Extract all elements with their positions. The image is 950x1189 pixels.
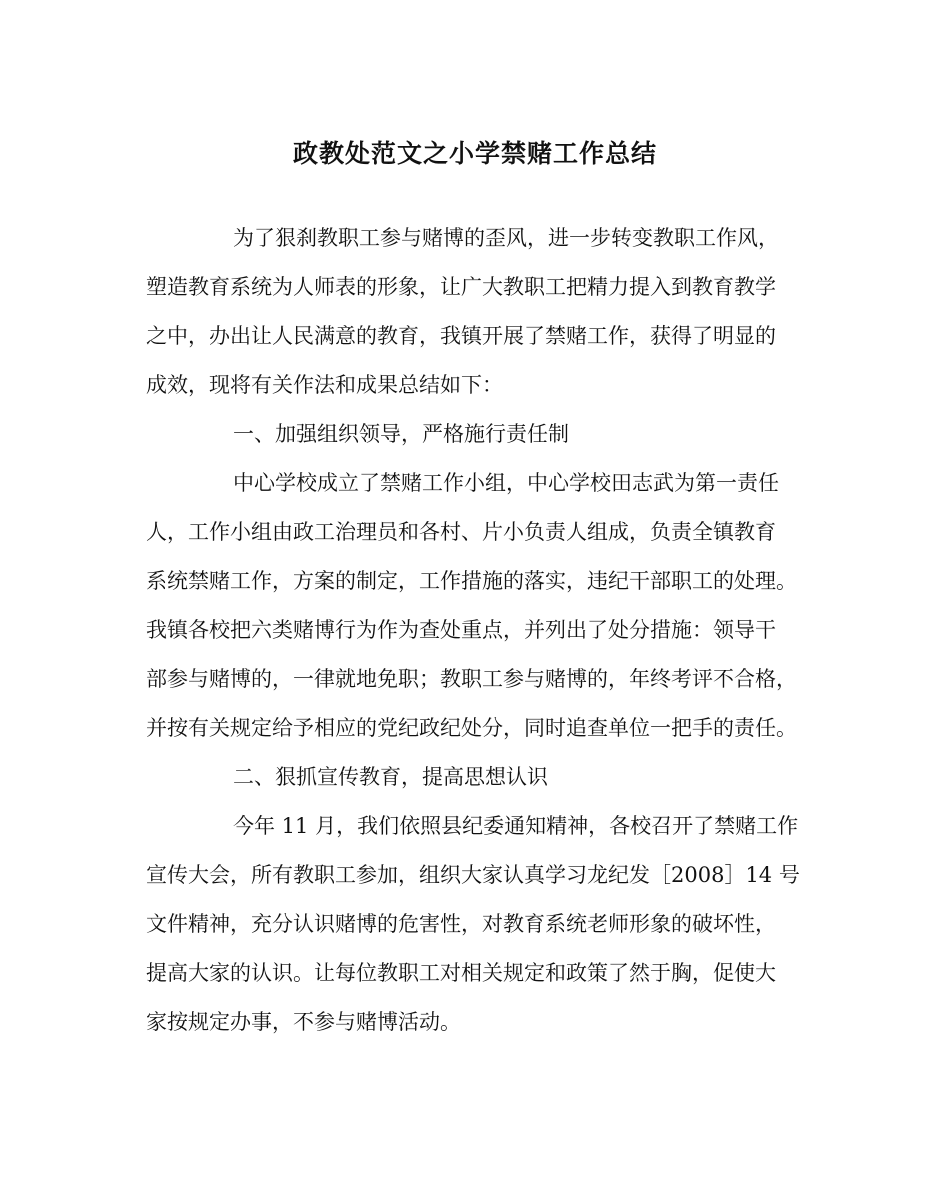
text-line: 一、加强组织领导，严格施行责任制 xyxy=(233,422,569,446)
text-line: 之中，办出让人民满意的教育，我镇开展了禁赌工作，获得了明显的 xyxy=(146,324,776,348)
text-line: 中心学校成立了禁赌工作小组，中心学校田志武为第一责任 xyxy=(233,471,779,495)
text-line: 提高大家的认识。让每位教职工对相关规定和政策了然于胸，促使大 xyxy=(146,961,776,985)
document-body xyxy=(146,218,810,1051)
text-line: 文件精神，充分认识赌博的危害性，对教育系统老师形象的破坏性， xyxy=(146,912,776,936)
text-line: 我镇各校把六类赌博行为作为查处重点，并列出了处分措施：领导干 xyxy=(146,618,776,642)
text-line: 为了狠刹教职工参与赌博的歪风，进一步转变教职工作风， xyxy=(233,226,779,250)
text-line: 系统禁赌工作，方案的制定，工作措施的落实，违纪干部职工的处理。 xyxy=(146,569,797,593)
text-line: 部参与赌博的，一律就地免职；教职工参与赌博的，年终考评不合格， xyxy=(146,667,797,691)
document-title: 政教处范文之小学禁赌工作总结 xyxy=(292,139,657,168)
text-line: 宣传大会，所有教职工参加，组织大家认真学习龙纪发［2008］14 号 xyxy=(146,863,800,887)
text-line: 成效，现将有关作法和成果总结如下： xyxy=(146,373,503,397)
text-line: 塑造教育系统为人师表的形象，让广大教职工把精力提入到教育教学 xyxy=(146,275,776,299)
text-line: 人，工作小组由政工治理员和各村、片小负责人组成，负责全镇教育 xyxy=(146,520,776,544)
text-line: 二、狠抓宣传教育，提高思想认识 xyxy=(233,765,548,789)
text-line: 今年 11 月，我们依照县纪委通知精神，各校召开了禁赌工作 xyxy=(233,814,799,838)
text-line: 并按有关规定给予相应的党纪政纪处分，同时追查单位一把手的责任。 xyxy=(146,716,797,740)
text-line: 家按规定办事，不参与赌博活动。 xyxy=(146,1010,461,1034)
